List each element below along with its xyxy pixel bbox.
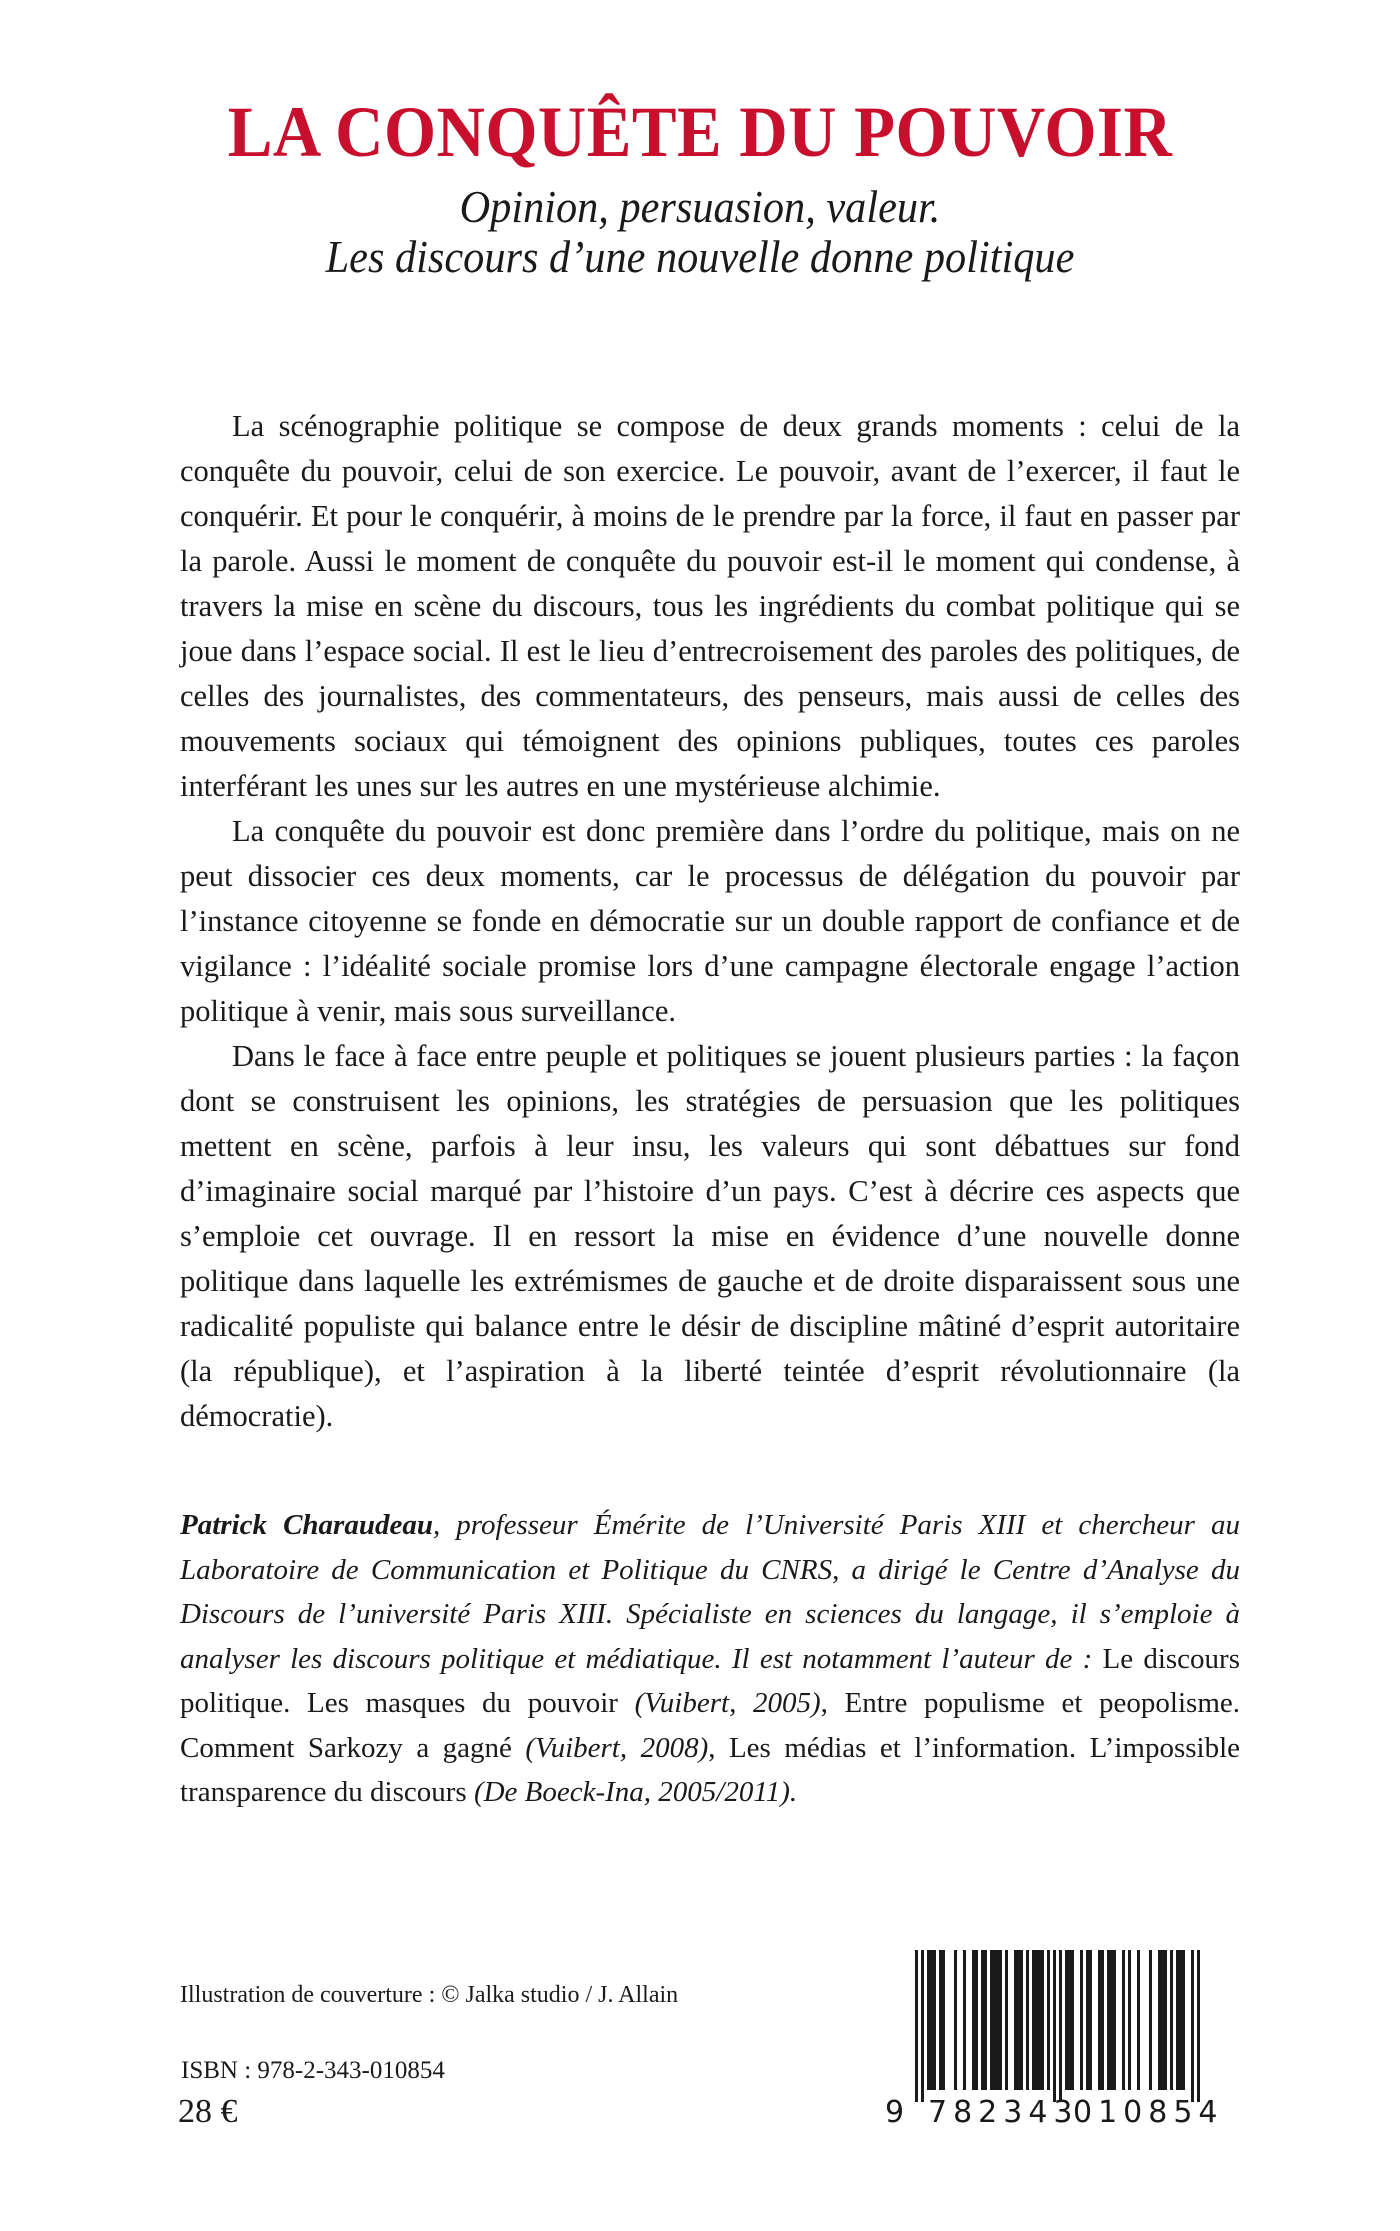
barcode-guard-bar [1197,1950,1200,2102]
barcode-left-digits: 782343 [928,2095,1079,2130]
barcode-bar [963,1950,966,2090]
barcode-right-digits: 010854 [1073,2095,1224,2130]
blurb-paragraph-1: La scénographie politique se compose de deux grands moments : celui de la conquête du pouvoir, celui de son exercice. Le pouvoir, avant de l’exercer, il faut le conquérir. Et pour le conquérir, à moins de le prendre par la force, il faut en passer par la parole. Aussi le moment de conquête du pouvoir est-il le moment qui condense, à travers la mise en scène du discours, tous les ingrédients du combat politique qui se joue dans l’espace social. Il est le lieu d’entrecroisement des paroles des politiques, de celles des journalistes, des commentateurs, des penseurs, mais aussi de celles des mouvements sociaux qui témoignent des opinions publiques, toutes ces paroles interférant les unes sur les autres en une mystérieuse alchimie. [180,409,1240,803]
barcode-guard-bar [1059,1950,1062,2102]
subtitle-line-2: Les discours d’une nouvelle donne politique [325,231,1075,282]
barcode-bar [972,1950,978,2090]
barcode-bar [939,1950,945,2090]
barcode-bar [1014,1950,1023,2090]
barcode-bar [1026,1950,1029,2090]
barcode-guard-bar [1053,1950,1056,2102]
book-title: LA CONQUÊTE DU POUVOIR [227,92,1173,172]
work-title-3: Les médias et l’information. L’impossible transparence du discours [180,1731,1240,1808]
barcode-bar [1149,1950,1152,2090]
barcode-bar [1080,1950,1083,2090]
work-publisher-2: (Vuibert, 2008) [525,1731,709,1764]
work-publisher-3: (De Boeck-Ina, 2005/2011). [473,1776,798,1808]
barcode-bar [1065,1950,1074,2090]
barcode-bar [990,1950,1002,2090]
work-title-2: Entre populisme et peopolisme. Comment Sarkozy a gagné [180,1687,1241,1764]
barcode-bar [1158,1950,1167,2090]
barcode-bar [954,1950,957,2090]
barcode-bar [1005,1950,1008,2090]
author-bio [180,1503,1240,1815]
barcode-graphic [885,1950,1225,2130]
blurb [180,404,1240,1439]
barcode-bar [981,1950,987,2090]
book-subtitle [56,182,1344,282]
work-publisher-1: (Vuibert, 2005) [634,1687,821,1719]
barcode-guard-bar [915,1950,918,2102]
isbn: ISBN : 978-2-343-010854 [181,2057,445,2084]
barcode-bar [1176,1950,1185,2090]
author-bio-intro: , professeur Émérite de l’Université Paris XIII et chercheur au Laboratoire de Communication et Politique du CNRS, a dirigé le Centre d’Analyse du Discours de l’université Paris XIII. Spécialiste en sciences du langage, il s’emploie à analyser les discours politique et médiatique. Il est notamment l’auteur de : [180,1509,1240,1675]
subtitle-line-1: Opinion, persuasion, valeur. [459,181,941,232]
barcode-guard-bar [1191,1950,1194,2102]
work-separator-1: , [820,1687,845,1719]
barcode-bar [1047,1950,1050,2090]
barcode-bar [1098,1950,1104,2090]
author-name: Patrick Charaudeau [180,1509,433,1541]
illustration-credit: Illustration de couverture : © Jalka studio / J. Allain [180,1982,679,2008]
barcode-bar [1122,1950,1125,2090]
barcode-guard-bar [921,1950,924,2102]
barcode-bar [927,1950,936,2090]
blurb-paragraph-3: Dans le face à face entre peuple et politiques se jouent plusieurs parties : la façon dont se construisent les opinions, les stratégies de persuasion que les politiques mettent en scène, parfois à leur insu, les valeurs qui sont débattues sur fond d’imaginaire social marqué par l’histoire d’un pays. C’est à décrire ces aspects que s’emploie cet ouvrage. Il en ressort la mise en évidence d’une nouvelle donne politique dans laquelle les extrémismes de gauche et de droite disparaissent sous une radicalité populiste qui balance entre le désir de discipline mâtiné d’esprit autoritaire (la république), et l’aspiration à la liberté teintée d’esprit révolutionnaire (la démocratie). [180,1039,1240,1433]
work-separator-2: , [708,1731,729,1764]
price: 28 € [178,2093,238,2130]
barcode-bar [1137,1950,1140,2090]
barcode-bar [1107,1950,1116,2090]
blurb-paragraph-2: La conquête du pouvoir est donc première dans l’ordre du politique, mais on ne peut dissocier ces deux moments, car le processus de délégation du pouvoir par l’instance citoyenne se fonde en démocratie sur un double rapport de confiance et de vigilance : l’idéalité sociale promise lors d’une campagne électorale engage l’action politique à venir, mais sous surveillance. [180,814,1240,1028]
ean13-barcode [885,1950,1225,2130]
barcode-lead-digit: 9 [885,2095,905,2130]
barcode-bar [1032,1950,1044,2090]
barcode-bar [1128,1950,1131,2090]
work-title-1: Le discours politique. Les masques du pouvoir [180,1642,1240,1719]
barcode-bar [1170,1950,1173,2090]
barcode-bar [1086,1950,1092,2090]
